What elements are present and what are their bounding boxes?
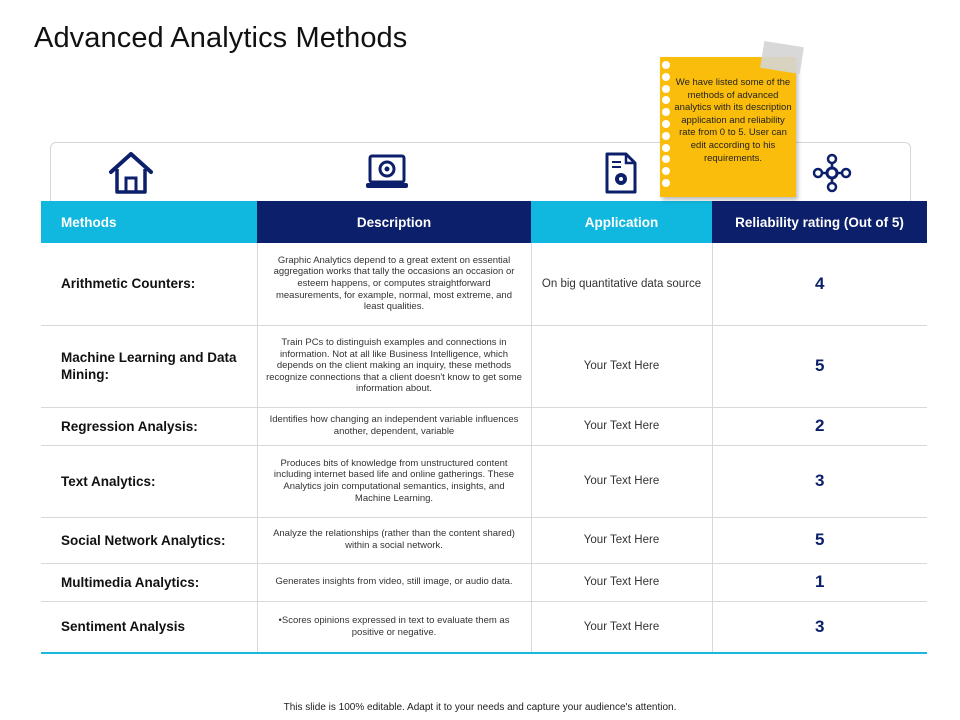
footer-text: This slide is 100% editable. Adapt it to your needs and capture your audience's attention. — [283, 702, 677, 713]
method-application: Your Text Here — [531, 445, 712, 517]
header-description: Description — [257, 201, 531, 243]
method-rating: 5 — [712, 517, 927, 563]
method-rating: 2 — [712, 407, 927, 445]
method-description: Identifies how changing an independent variable influences another, dependent, variable — [257, 407, 531, 445]
header-methods: Methods — [41, 201, 257, 243]
method-description: Generates insights from video, still image, or audio data. — [257, 563, 531, 601]
method-rating: 4 — [712, 243, 927, 325]
gears-network-icon — [807, 149, 857, 197]
method-rating: 5 — [712, 325, 927, 407]
table-row — [41, 601, 927, 653]
method-name: Social Network Analytics: — [41, 517, 257, 563]
table-header-row — [41, 201, 927, 243]
sticky-note — [660, 57, 796, 197]
method-application: Your Text Here — [531, 601, 712, 653]
home-icon — [106, 149, 156, 197]
method-name: Regression Analysis: — [41, 407, 257, 445]
method-description: Train PCs to distinguish examples and connections in information. Not at all like Business Intelligence, which depends on the client making an inquiry, these methods recognize connections that a client doesn't know to get some information about. — [257, 325, 531, 407]
table-row — [41, 407, 927, 445]
document-gear-icon — [596, 149, 646, 197]
header-reliability: Reliability rating (Out of 5) — [712, 201, 927, 243]
table-row — [41, 243, 927, 325]
method-name: Multimedia Analytics: — [41, 563, 257, 601]
method-application: On big quantitative data source — [531, 243, 712, 325]
method-application: Your Text Here — [531, 325, 712, 407]
laptop-settings-icon — [362, 149, 412, 197]
method-name: Sentiment Analysis — [41, 601, 257, 653]
method-description: •Scores opinions expressed in text to evaluate them as positive or negative. — [257, 601, 531, 653]
header-application: Application — [531, 201, 712, 243]
page-title: Advanced Analytics Methods — [34, 22, 408, 54]
method-name: Text Analytics: — [41, 445, 257, 517]
method-application: Your Text Here — [531, 517, 712, 563]
method-application: Your Text Here — [531, 407, 712, 445]
method-rating: 1 — [712, 563, 927, 601]
table-row — [41, 325, 927, 407]
method-rating: 3 — [712, 601, 927, 653]
table-row — [41, 563, 927, 601]
method-rating: 3 — [712, 445, 927, 517]
method-description: Analyze the relationships (rather than the content shared) within a social network. — [257, 517, 531, 563]
method-name: Machine Learning and Data Mining: — [41, 325, 257, 407]
table-row — [41, 445, 927, 517]
method-application: Your Text Here — [531, 563, 712, 601]
table-row — [41, 517, 927, 563]
method-description: Graphic Analytics depend to a great extent on essential aggregation works that tally the occasions an occasion or esteem happens, or computes straightforward measurements, for example, normal, most extreme, and least qualities. — [257, 243, 531, 325]
method-name: Arithmetic Counters: — [41, 243, 257, 325]
methods-table — [41, 201, 927, 654]
sticky-note-text: We have listed some of the methods of advanced analytics with its description application and reliability rate from 0 to 5. User can edit according to his requirements. — [674, 77, 792, 164]
notebook-holes — [662, 61, 672, 191]
method-description: Produces bits of knowledge from unstructured content including internet based life and online gatherings. These Analytics join computational semantics, insights, and Machine Learning. — [257, 445, 531, 517]
